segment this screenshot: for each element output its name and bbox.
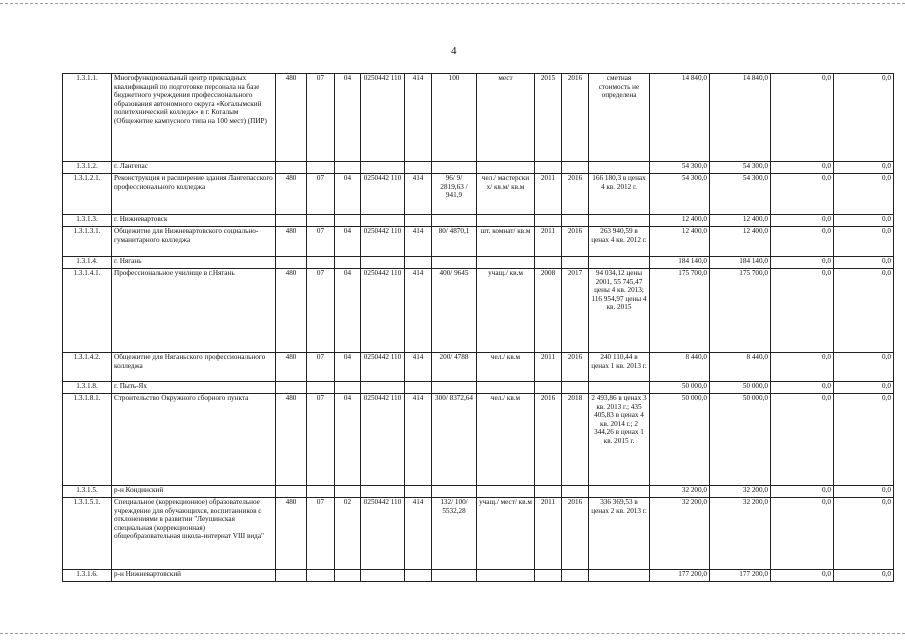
cell-code: 1.3.1.6. <box>63 570 112 582</box>
cell-c10: 240 110,44 в ценах 1 кв. 2013 г. <box>589 353 650 382</box>
cell-c6 <box>432 215 477 227</box>
cell-c2: 07 <box>307 74 335 162</box>
cell-code: 1.3.1.5. <box>63 486 112 498</box>
table-row <box>63 394 894 486</box>
cell-c4: 0250442 110 <box>361 74 405 162</box>
cell-c2 <box>307 257 335 269</box>
cell-code: 1.3.1.3. <box>63 215 112 227</box>
construction-table <box>62 73 894 582</box>
cell-c2 <box>307 162 335 174</box>
cell-c3 <box>335 257 361 269</box>
cell-c10 <box>589 162 650 174</box>
cell-c1 <box>276 162 307 174</box>
cell-c10 <box>589 570 650 582</box>
cell-name: Общежитие для Няганьского профессионального колледжа <box>112 353 276 382</box>
cell-c12: 177 200,0 <box>710 570 771 582</box>
cell-c12: 54 300,0 <box>710 162 771 174</box>
cell-c13: 0,0 <box>771 269 834 353</box>
cell-c11: 32 200,0 <box>650 498 710 570</box>
cell-c11: 50 000,0 <box>650 382 710 394</box>
cell-c12: 175 700,0 <box>710 269 771 353</box>
cell-code: 1.3.1.5.1. <box>63 498 112 570</box>
cell-c6 <box>432 486 477 498</box>
cell-c10 <box>589 215 650 227</box>
cell-c3 <box>335 570 361 582</box>
cell-c13: 0,0 <box>771 498 834 570</box>
cell-c13: 0,0 <box>771 215 834 227</box>
cell-c11: 14 840,0 <box>650 74 710 162</box>
cell-c7: мест <box>477 74 535 162</box>
cell-c6: 400/ 9645 <box>432 269 477 353</box>
cell-c5: 414 <box>405 394 432 486</box>
cell-c11: 12 400,0 <box>650 215 710 227</box>
cell-c5 <box>405 257 432 269</box>
cell-c14: 0,0 <box>834 162 894 174</box>
cell-c4 <box>361 257 405 269</box>
cell-c14: 0,0 <box>834 227 894 257</box>
cell-c4: 0250442 110 <box>361 353 405 382</box>
cell-c8 <box>535 486 562 498</box>
cell-c9 <box>562 215 589 227</box>
page-number: 4 <box>451 45 457 57</box>
cell-c9: 2016 <box>562 174 589 215</box>
cell-name: г. Нягань <box>112 257 276 269</box>
cell-c9: 2016 <box>562 353 589 382</box>
cell-c1: 480 <box>276 353 307 382</box>
cell-c5: 414 <box>405 498 432 570</box>
cell-c3: 04 <box>335 227 361 257</box>
table-body <box>63 74 894 582</box>
cell-c5 <box>405 570 432 582</box>
cell-c6: 200/ 4788 <box>432 353 477 382</box>
cell-c5: 414 <box>405 174 432 215</box>
cell-c1 <box>276 382 307 394</box>
cell-c1 <box>276 257 307 269</box>
cell-c12: 12 400,0 <box>710 227 771 257</box>
cell-c9: 2017 <box>562 269 589 353</box>
cell-c1 <box>276 486 307 498</box>
cell-c2 <box>307 570 335 582</box>
cell-code: 1.3.1.2.1. <box>63 174 112 215</box>
cell-c6: 100 <box>432 74 477 162</box>
cell-c8 <box>535 382 562 394</box>
cell-c3: 02 <box>335 498 361 570</box>
cell-c11: 54 300,0 <box>650 162 710 174</box>
cell-c10 <box>589 486 650 498</box>
cell-name: Профессиональное училище в г.Нягань <box>112 269 276 353</box>
cell-code: 1.3.1.4.2. <box>63 353 112 382</box>
cell-c9 <box>562 570 589 582</box>
cell-c13: 0,0 <box>771 570 834 582</box>
cell-name: Специальное (коррекционное) образовательное учреждение для обучающихся, воспитанников с отклонениями в развитии "Леушинская специальная (коррекционная) общеобразовательная школа-интернат VIII вида" <box>112 498 276 570</box>
table-row <box>63 353 894 382</box>
cell-c10: 336 369,53 в ценах 2 кв. 2013 г. <box>589 498 650 570</box>
table-row <box>63 227 894 257</box>
cell-c13: 0,0 <box>771 174 834 215</box>
table-row <box>63 570 894 582</box>
cell-code: 1.3.1.1. <box>63 74 112 162</box>
cell-c14: 0,0 <box>834 215 894 227</box>
cell-c3 <box>335 486 361 498</box>
cell-c11: 50 000,0 <box>650 394 710 486</box>
cell-c5: 414 <box>405 74 432 162</box>
cell-c8: 2011 <box>535 227 562 257</box>
cell-c1: 480 <box>276 227 307 257</box>
cell-name: Многофункциональный центр прикладных квалификаций по подготовке персонала на базе бюджетного учреждения профессионального образования автономного округа «Когалымский политехнический колледж» в г. Когалым (Общежитие кампусного типа на 100 мест) (ПИР) <box>112 74 276 162</box>
cell-c12: 50 000,0 <box>710 382 771 394</box>
table-row <box>63 382 894 394</box>
cell-c2 <box>307 486 335 498</box>
cell-c10 <box>589 382 650 394</box>
cell-c3 <box>335 382 361 394</box>
table-row <box>63 257 894 269</box>
cell-c7: учащ./ мест/ кв.м <box>477 498 535 570</box>
cell-c13: 0,0 <box>771 74 834 162</box>
cell-code: 1.3.1.3.1. <box>63 227 112 257</box>
cell-c8 <box>535 215 562 227</box>
cell-c9 <box>562 486 589 498</box>
table-row <box>63 174 894 215</box>
cell-c13: 0,0 <box>771 162 834 174</box>
cell-name: Реконструкция и расширение здания Лангепасского профессионального колледжа <box>112 174 276 215</box>
cell-c9 <box>562 257 589 269</box>
cell-c13: 0,0 <box>771 227 834 257</box>
cell-name: г. Лангепас <box>112 162 276 174</box>
cell-code: 1.3.1.4. <box>63 257 112 269</box>
cell-c12: 14 840,0 <box>710 74 771 162</box>
cell-c11: 175 700,0 <box>650 269 710 353</box>
cell-c7: чел./ кв.м <box>477 353 535 382</box>
cell-c1: 480 <box>276 394 307 486</box>
cell-c8 <box>535 162 562 174</box>
cell-c9 <box>562 382 589 394</box>
cell-name: г. Пыть-Ях <box>112 382 276 394</box>
cell-c5 <box>405 486 432 498</box>
cell-c5: 414 <box>405 353 432 382</box>
cell-code: 1.3.1.8. <box>63 382 112 394</box>
cell-c14: 0,0 <box>834 353 894 382</box>
cell-c4 <box>361 162 405 174</box>
cell-c10: сметная стоимость не определена <box>589 74 650 162</box>
cell-c1: 480 <box>276 498 307 570</box>
cell-c2: 07 <box>307 227 335 257</box>
cell-c7 <box>477 162 535 174</box>
cell-c2: 07 <box>307 394 335 486</box>
cell-c4: 0250442 110 <box>361 227 405 257</box>
cell-c14: 0,0 <box>834 498 894 570</box>
cell-c4 <box>361 570 405 582</box>
cell-c13: 0,0 <box>771 394 834 486</box>
cell-c14: 0,0 <box>834 570 894 582</box>
cell-c7 <box>477 215 535 227</box>
cell-c11: 184 140,0 <box>650 257 710 269</box>
cell-c3: 04 <box>335 74 361 162</box>
cell-c4: 0250442 110 <box>361 498 405 570</box>
cell-c4 <box>361 382 405 394</box>
cell-name: р-н Нижневартовский <box>112 570 276 582</box>
cell-c6: 300/ 8372,64 <box>432 394 477 486</box>
cell-code: 1.3.1.4.1. <box>63 269 112 353</box>
cell-c3 <box>335 215 361 227</box>
cell-c11: 177 200,0 <box>650 570 710 582</box>
cell-c9 <box>562 162 589 174</box>
cell-name: р-н Кондинский <box>112 486 276 498</box>
cell-c14: 0,0 <box>834 382 894 394</box>
cell-c7: чел./ мастерски х/ кв.м/ кв.м <box>477 174 535 215</box>
cell-c9: 2016 <box>562 498 589 570</box>
cell-c12: 8 440,0 <box>710 353 771 382</box>
cell-c11: 54 300,0 <box>650 174 710 215</box>
cell-c13: 0,0 <box>771 353 834 382</box>
cell-c1 <box>276 215 307 227</box>
cell-c4: 0250442 110 <box>361 269 405 353</box>
cell-c2: 07 <box>307 353 335 382</box>
cell-c3 <box>335 162 361 174</box>
cell-c1: 480 <box>276 74 307 162</box>
cell-c7: шт. комнат/ кв.м <box>477 227 535 257</box>
cell-c10 <box>589 257 650 269</box>
cell-c1: 480 <box>276 174 307 215</box>
cell-c7 <box>477 570 535 582</box>
cell-name: Общежитие для Нижневартовского социально-гуманитарного колледжа <box>112 227 276 257</box>
scan-bottom-edge <box>0 633 905 634</box>
cell-c14: 0,0 <box>834 394 894 486</box>
cell-c10: 166 180,3 в ценах 4 кв. 2012 г. <box>589 174 650 215</box>
cell-c14: 0,0 <box>834 269 894 353</box>
cell-c3: 04 <box>335 269 361 353</box>
cell-c4: 0250442 110 <box>361 394 405 486</box>
cell-c5 <box>405 382 432 394</box>
cell-c6: 96/ 9/ 2819,63 / 941,9 <box>432 174 477 215</box>
cell-c2: 07 <box>307 269 335 353</box>
cell-c7: чел./ кв.м <box>477 394 535 486</box>
cell-c12: 32 200,0 <box>710 498 771 570</box>
cell-c6 <box>432 570 477 582</box>
cell-c2: 07 <box>307 174 335 215</box>
cell-code: 1.3.1.2. <box>63 162 112 174</box>
scan-top-edge <box>0 3 905 4</box>
cell-c11: 32 200,0 <box>650 486 710 498</box>
cell-c4 <box>361 215 405 227</box>
cell-c9: 2018 <box>562 394 589 486</box>
cell-c7: учащ./ кв.м <box>477 269 535 353</box>
cell-c8 <box>535 570 562 582</box>
cell-c6 <box>432 382 477 394</box>
cell-c12: 54 300,0 <box>710 174 771 215</box>
cell-c11: 8 440,0 <box>650 353 710 382</box>
cell-c8 <box>535 257 562 269</box>
table-row <box>63 74 894 162</box>
table-row <box>63 162 894 174</box>
cell-c14: 0,0 <box>834 257 894 269</box>
table-row <box>63 498 894 570</box>
cell-code: 1.3.1.8.1. <box>63 394 112 486</box>
table-row <box>63 486 894 498</box>
cell-c13: 0,0 <box>771 257 834 269</box>
cell-c7 <box>477 382 535 394</box>
cell-c12: 32 200,0 <box>710 486 771 498</box>
cell-c1: 480 <box>276 269 307 353</box>
cell-c6 <box>432 162 477 174</box>
cell-c13: 0,0 <box>771 486 834 498</box>
cell-c9: 2016 <box>562 227 589 257</box>
cell-c6: 132/ 100/ 5532,28 <box>432 498 477 570</box>
cell-c9: 2016 <box>562 74 589 162</box>
cell-c8: 2015 <box>535 74 562 162</box>
cell-c2 <box>307 215 335 227</box>
cell-c8: 2011 <box>535 174 562 215</box>
cell-c7 <box>477 257 535 269</box>
cell-name: г. Нижневартовск <box>112 215 276 227</box>
cell-c4 <box>361 486 405 498</box>
cell-c10: 94 034,12 цены 2001, 55 745,47 цены 4 кв. 2013; 116 954,97 цены 4 кв. 2015 <box>589 269 650 353</box>
cell-c6: 80/ 4870,1 <box>432 227 477 257</box>
table-row <box>63 215 894 227</box>
cell-c8: 2016 <box>535 394 562 486</box>
cell-c14: 0,0 <box>834 74 894 162</box>
cell-c8: 2011 <box>535 498 562 570</box>
cell-c12: 12 400,0 <box>710 215 771 227</box>
cell-c5: 414 <box>405 269 432 353</box>
cell-c1 <box>276 570 307 582</box>
cell-c11: 12 400,0 <box>650 227 710 257</box>
cell-c5 <box>405 162 432 174</box>
cell-c2: 07 <box>307 498 335 570</box>
cell-name: Строительство Окружного сборного пункта <box>112 394 276 486</box>
cell-c12: 50 000,0 <box>710 394 771 486</box>
cell-c3: 04 <box>335 174 361 215</box>
cell-c10: 263 940,59 в ценах 4 кв. 2012 г. <box>589 227 650 257</box>
cell-c12: 184 140,0 <box>710 257 771 269</box>
cell-c7 <box>477 486 535 498</box>
cell-c10: 2 493,86 в ценах 3 кв. 2013 г.; 435 405,83 в ценах 4 кв. 2014 г.; 2 344,26 в ценах 1 кв. 2015 г. <box>589 394 650 486</box>
cell-c14: 0,0 <box>834 174 894 215</box>
cell-c3: 04 <box>335 353 361 382</box>
cell-c2 <box>307 382 335 394</box>
cell-c8: 2008 <box>535 269 562 353</box>
cell-c5 <box>405 215 432 227</box>
cell-c6 <box>432 257 477 269</box>
table-row <box>63 269 894 353</box>
cell-c8: 2011 <box>535 353 562 382</box>
cell-c4: 0250442 110 <box>361 174 405 215</box>
cell-c13: 0,0 <box>771 382 834 394</box>
cell-c14: 0,0 <box>834 486 894 498</box>
cell-c3: 04 <box>335 394 361 486</box>
cell-c5: 414 <box>405 227 432 257</box>
